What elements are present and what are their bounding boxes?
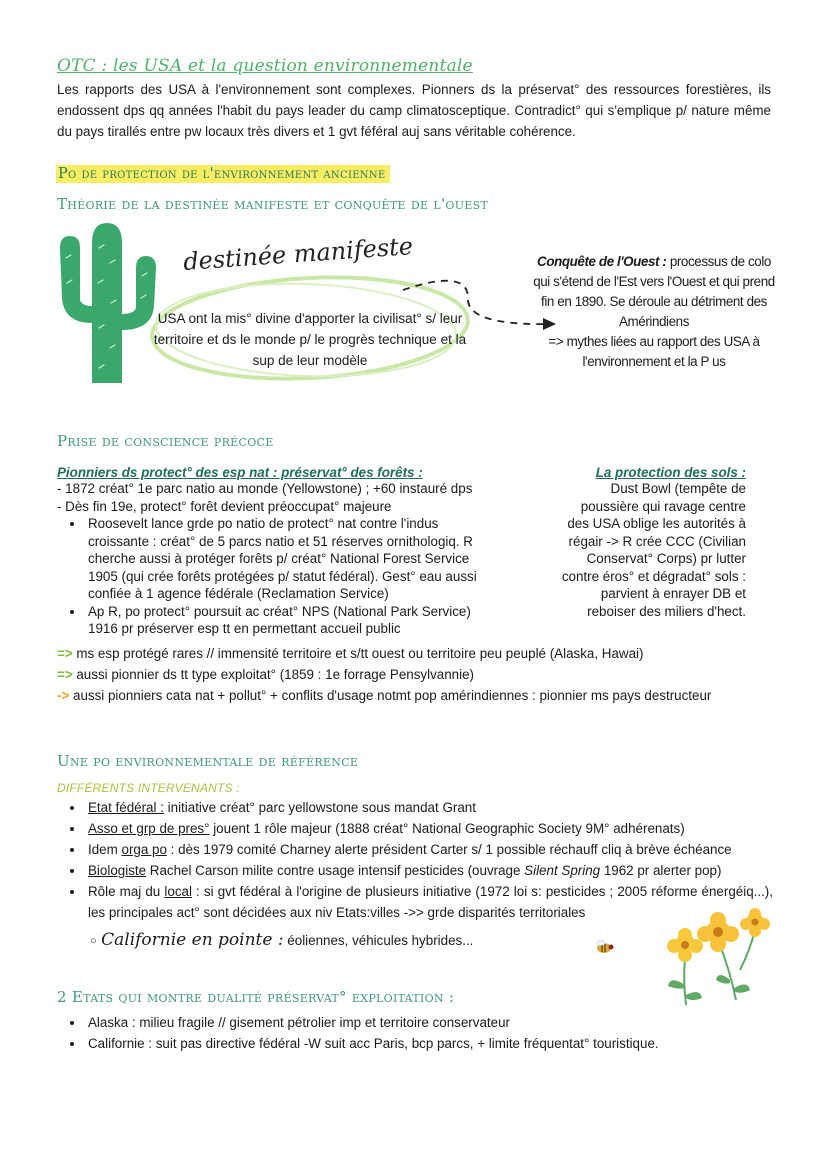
bee-icon <box>597 940 614 953</box>
intervenants-subheading: DIFFÉRENTS INTERVENANTS : <box>57 781 240 795</box>
flower-right <box>740 908 770 937</box>
destinee-script-label: destinée manifeste <box>182 232 414 276</box>
section-highlight-heading: Po de protection de l'environnement ancienne <box>56 165 390 183</box>
list-item: • Rôle maj du local : si gvt fédéral à l'origine de plusieurs initiative (1972 loi s: pesticides ; 2005 réforme énergéiq...), les principales act° sont décidées aux niv Etats:villes ->> grde disparités territoriales <box>85 881 773 923</box>
right-column-title: La protection des sols : <box>595 465 746 480</box>
conquete-box <box>532 252 776 372</box>
flower-middle <box>697 912 739 952</box>
oval-text: USA ont la mis° divine d'apporter la civilisat° s/ leur territoire et ds le monde p/ le progrès technique et la sup de leur modèle <box>153 311 467 368</box>
section-heading-prise: Prise de conscience précoce <box>57 432 274 450</box>
list-item: • Alaska : milieu fragile // gisement pétrolier imp et territoire conservateur <box>85 1012 773 1033</box>
intro-paragraph: Les rapports des USA à l'environnement sont complexes. Pionners ds la préservat° des ressources forestières, ils endossent dps qq années l'habit du pays leader du camp climatosceptique. Contradict° qui s'emplique p/ nature même du pays tirallés entre pw locaux très divers et 1 gvt féféral auj sans véritable cohérence. <box>57 82 771 139</box>
conquete-text: processus de colo qui s'étend de l'Est vers l'Ouest et qui prend fin en 1890. Se déroule au détriment des Amérindiens <box>533 254 775 329</box>
arrow-mark: => <box>57 646 73 661</box>
right-column <box>560 465 746 620</box>
arrow-mark: -> <box>57 688 70 703</box>
list-item: • Idem orga po : dès 1979 comité Charney alerte président Carter s/ 1 possible réchauff cliq à brève échéance <box>85 839 773 860</box>
californie-subitem <box>90 930 473 950</box>
list-item: • Ap R, po protect° poursuit ac créat° NPS (National Park Service) 1916 pr préserver esp tt en permettant accueil public <box>85 603 495 638</box>
list-item: • Asso et grp de pres° jouent 1 rôle majeur (1888 créat° National Geographic Society 9M° adhérenats) <box>85 818 773 839</box>
arrow-line-2: => aussi pionnier ds tt type exploitat° (1859 : 1e forrage Pensylvannie) <box>57 667 474 682</box>
arrow-line-3: -> aussi pionniers cata nat + pollut° + conflits d'usage notmt pop amérindiennes : pionnier ms pays destructeur <box>57 688 712 703</box>
californie-script-label: Californie en pointe : <box>101 930 284 950</box>
left-column-title: Pionniers ds protect° des esp nat : préservat° des forêts : <box>57 465 423 480</box>
list-item: • Californie : suit pas directive fédéral -W suit acc Paris, bcp parcs, + limite fréquentat° touristique. <box>85 1033 773 1054</box>
section-heading-reference: Une po environnementale de référence <box>57 752 359 770</box>
circle-bullet-icon: ○ <box>90 934 97 947</box>
list-item: • Etat fédéral : initiative créat° parc yellowstone sous mandat Grant <box>85 797 773 818</box>
left-column <box>57 465 517 638</box>
left-line-2: - Dès fin 19e, protect° forêt devient préoccupat° majeure <box>57 498 392 514</box>
conquete-title: Conquête de l'Ouest : <box>537 254 667 269</box>
arrow-mark: => <box>57 667 73 682</box>
flowers-icon <box>590 900 780 1010</box>
section-heading-dualite: 2 Etats qui montre dualité préservat° exploitation : <box>57 988 455 1006</box>
right-column-text: Dust Bowl (tempête de poussière qui ravage centre des USA oblige les autorités à régair -> R crée CCC (Civilian Conservat° Corps) pr lutter contre éros° et dégradat° sols : parvient à enrayer DB et reboiser des miliers d'hect. <box>561 481 746 619</box>
californie-text: éoliennes, véhicules hybrides... <box>283 933 474 948</box>
page-title: OTC : les USA et la question environnementale <box>57 56 473 76</box>
list-item: • Biologiste Rachel Carson milite contre usage intensif pesticides (ouvrage Silent Spring 1962 pr alerter pop) <box>85 860 773 881</box>
conquete-arrow-text: => mythes liées au rapport des USA à l'environnement et la P us <box>548 334 760 369</box>
section-heading-destinee: Théorie de la destinée manifeste et conquête de l'ouest <box>57 195 489 213</box>
arrow-line-1: => ms esp protégé rares // immensité territoire et s/tt ouest ou territoire peu peuplé (Alaska, Hawai) <box>57 646 644 661</box>
etats-list <box>57 1012 773 1054</box>
left-line-1: - 1872 créat° 1e parc natio au monde (Yellowstone) ; +60 instauré dps <box>57 481 473 496</box>
list-item: • Roosevelt lance grde po natio de protect° nat contre l'indus croissante : créat° de 5 parcs natio et 51 réserves ornithologiq. R cherche aussi à protéger forêts p/ créat° National Forest Service 1905 (qui crée forêts protégées p/ statut fédéral). Gest° eau aussi confiée à 1 agence fédérale (Reclamation Service) <box>85 515 495 603</box>
